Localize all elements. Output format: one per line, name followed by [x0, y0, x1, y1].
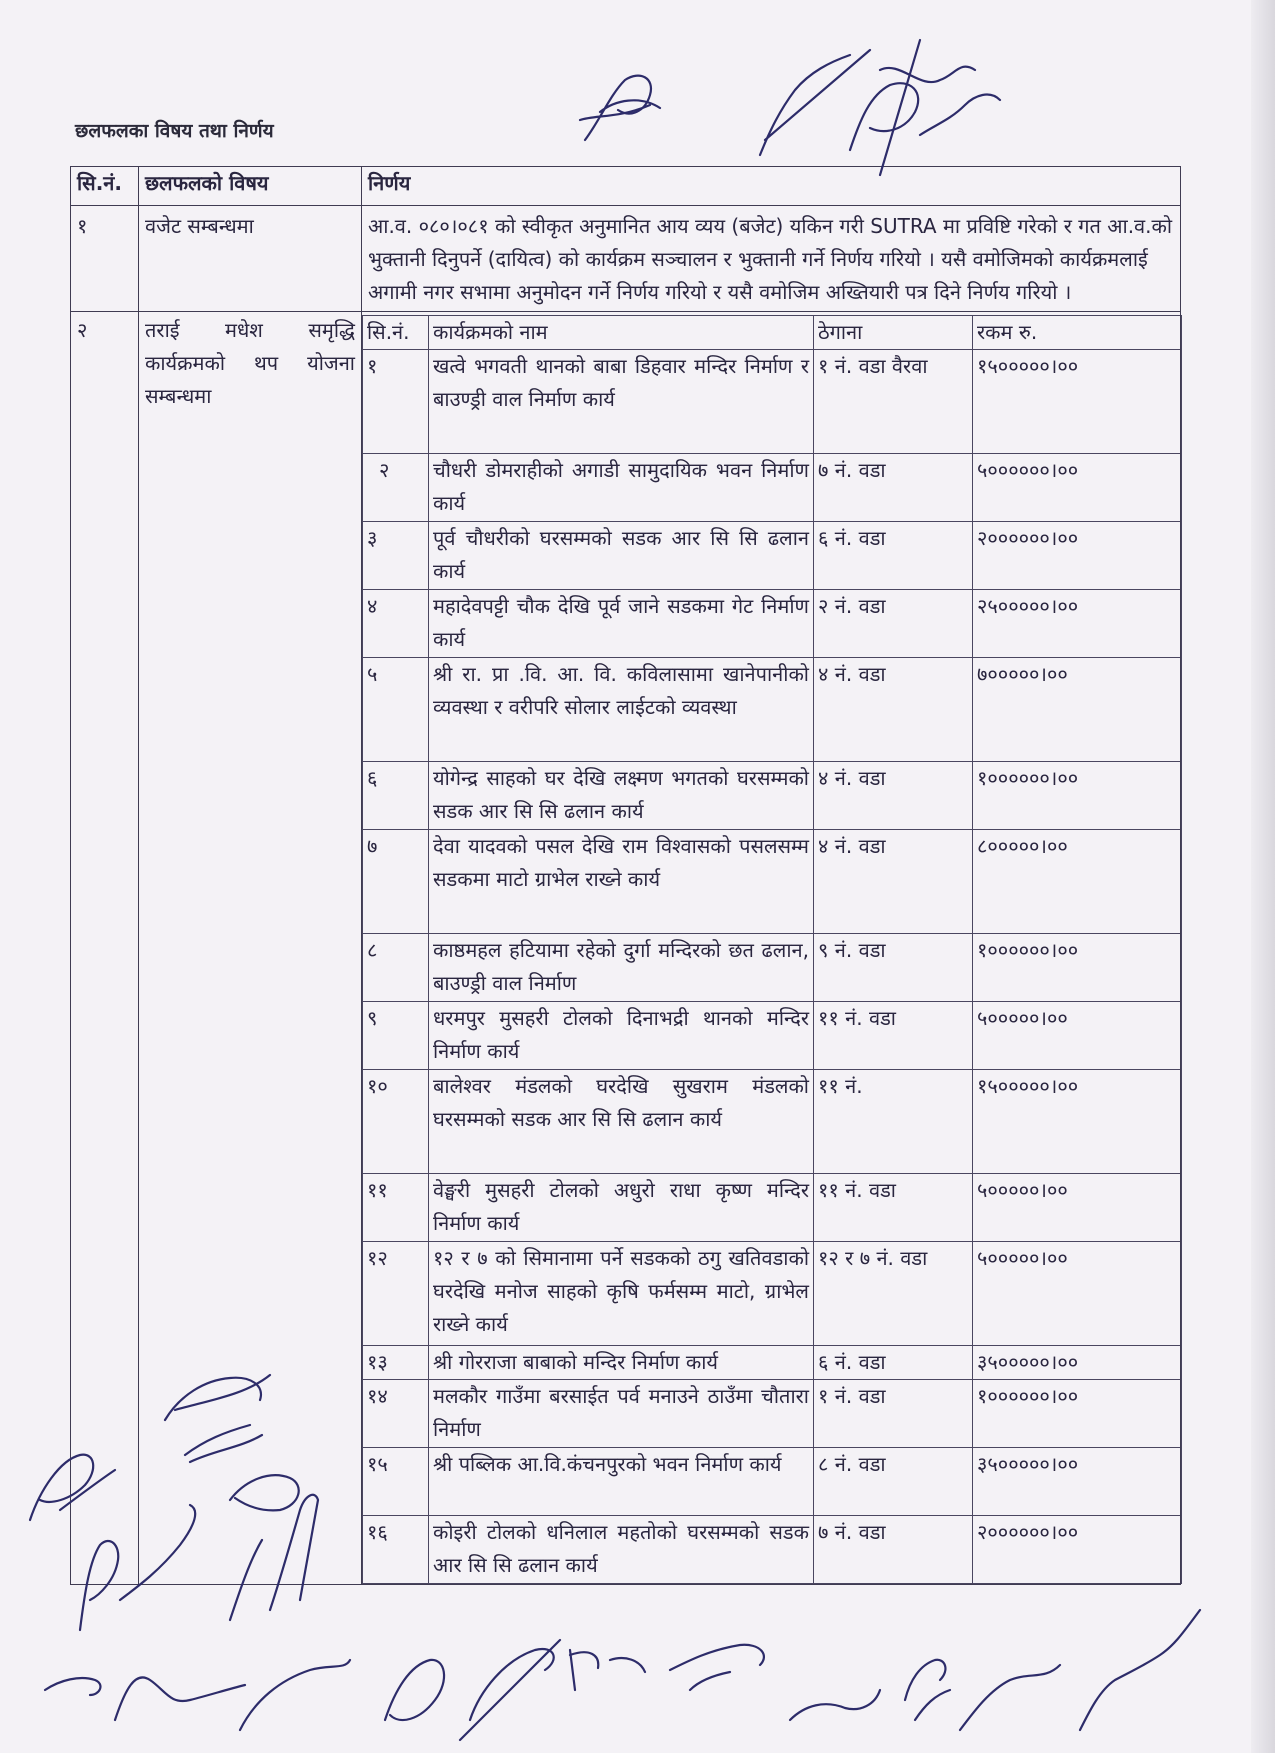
item-amount: ५०००००।०० — [973, 1174, 1182, 1242]
item-amount: ५००००००।०० — [973, 454, 1182, 522]
item-place: १ नं. वडा — [814, 1380, 973, 1448]
table-row — [363, 1448, 1182, 1516]
item-name: खत्वे भगवती थानको बाबा डिहवार मन्दिर निर्माण र बाउण्ड्री वाल निर्माण कार्य — [429, 350, 814, 454]
item-place: ८ नं. वडा — [814, 1448, 973, 1516]
item-name: महादेवपट्टी चौक देखि पूर्व जाने सडकमा गेट निर्माण कार्य — [429, 590, 814, 658]
item-amount: ३५०००००।०० — [973, 1448, 1182, 1516]
table-row — [363, 934, 1182, 1002]
table-row — [363, 350, 1182, 454]
item-amount: १००००००।०० — [973, 762, 1182, 830]
page-heading: छलफलका विषय तथा निर्णय — [75, 120, 274, 142]
sub-header-sn: सि.नं. — [363, 316, 429, 350]
item-place: ७ नं. वडा — [814, 1516, 973, 1584]
item-amount: २००००००।०० — [973, 522, 1182, 590]
item-name: श्री पब्लिक आ.वि.कंचनपुरको भवन निर्माण कार्य — [429, 1448, 814, 1516]
item-amount: १००००००।०० — [973, 1380, 1182, 1448]
item-place: १२ र ७ नं. वडा — [814, 1242, 973, 1346]
header-subject: छलफलको विषय — [139, 167, 362, 206]
table-row — [363, 1070, 1182, 1174]
item-sn: ६ — [363, 762, 429, 830]
item-amount: १००००००।०० — [973, 934, 1182, 1002]
item-sn: ८ — [363, 934, 429, 1002]
item-place: ४ नं. वडा — [814, 762, 973, 830]
item-sn: १२ — [363, 1242, 429, 1346]
table-row — [363, 590, 1182, 658]
item-amount: २५०००००।०० — [973, 590, 1182, 658]
item-sn: १ — [363, 350, 429, 454]
item-place: ११ नं. — [814, 1070, 973, 1174]
row2-sn: २ — [71, 312, 139, 1585]
item-name: पूर्व चौधरीको घरसम्मको सडक आर सि सि ढलान कार्य — [429, 522, 814, 590]
item-sn: ७ — [363, 830, 429, 934]
item-amount: ७०००००।०० — [973, 658, 1182, 762]
item-sn: ११ — [363, 1174, 429, 1242]
item-sn: १३ — [363, 1346, 429, 1380]
table-header-row — [71, 167, 1181, 206]
item-place: २ नं. वडा — [814, 590, 973, 658]
signature-bottom-row — [385, 1610, 1200, 1740]
item-place: ११ नं. वडा — [814, 1002, 973, 1070]
item-place: ९ नं. वडा — [814, 934, 973, 1002]
table-row — [363, 1174, 1182, 1242]
item-amount: ३५०००००।०० — [973, 1346, 1182, 1380]
signature-top-right — [760, 40, 1000, 175]
item-amount: १५०००००।०० — [973, 350, 1182, 454]
table-row — [363, 522, 1182, 590]
item-name: बालेश्वर मंडलको घरदेखि सुखराम मंडलको घरसम्मको सडक आर सि सि ढलान कार्य — [429, 1070, 814, 1174]
table-row — [363, 1346, 1182, 1380]
row1-sn: १ — [71, 206, 139, 312]
item-amount: ५०००००।०० — [973, 1002, 1182, 1070]
item-name: काष्ठमहल हटियामा रहेको दुर्गा मन्दिरको छत ढलान, बाउण्ड्री वाल निर्माण — [429, 934, 814, 1002]
item-sn: १५ — [363, 1448, 429, 1516]
sub-header-place: ठेगाना — [814, 316, 973, 350]
table-row — [363, 1380, 1182, 1448]
table-row — [363, 762, 1182, 830]
item-sn: ४ — [363, 590, 429, 658]
item-name: योगेन्द्र साहको घर देखि लक्ष्मण भगतको घरसम्मको सडक आर सि सि ढलान कार्य — [429, 762, 814, 830]
item-sn: २ — [363, 454, 429, 522]
signature-top-left — [580, 76, 660, 140]
item-name: धरमपुर मुसहरी टोलको दिनाभद्री थानको मन्दिर निर्माण कार्य — [429, 1002, 814, 1070]
decision-table — [70, 166, 1181, 1585]
item-name: कोइरी टोलको धनिलाल महतोको घरसम्मको सडक आर सि सि ढलान कार्य — [429, 1516, 814, 1584]
item-amount: ८०००००।०० — [973, 830, 1182, 934]
header-decision: निर्णय — [362, 167, 1181, 206]
item-name: वेङ्घरी मुसहरी टोलको अधुरो राधा कृष्ण मन्दिर निर्माण कार्य — [429, 1174, 814, 1242]
item-place: १ नं. वडा वैरवा — [814, 350, 973, 454]
item-place: ६ नं. वडा — [814, 1346, 973, 1380]
item-name: श्री गोरराजा बाबाको मन्दिर निर्माण कार्य — [429, 1346, 814, 1380]
item-place: ४ नं. वडा — [814, 830, 973, 934]
table-row — [363, 1242, 1182, 1346]
item-sn: ५ — [363, 658, 429, 762]
item-sn: ९ — [363, 1002, 429, 1070]
item-sn: ३ — [363, 522, 429, 590]
item-sn: १० — [363, 1070, 429, 1174]
item-amount: १५०००००।०० — [973, 1070, 1182, 1174]
item-place: ६ नं. वडा — [814, 522, 973, 590]
sub-header-name: कार्यक्रमको नाम — [429, 316, 814, 350]
item-name: १२ र ७ को सिमानामा पर्ने सडकको ठगु खतिवडाको घरदेखि मनोज साहको कृषि फर्मसम्म माटो, ग्राभेल राख्ने कार्य — [429, 1242, 814, 1346]
item-sn: १६ — [363, 1516, 429, 1584]
item-name: देवा यादवको पसल देखि राम विश्वासको पसलसम्म सडकमा माटो ग्राभेल राख्ने कार्य — [429, 830, 814, 934]
item-place: ७ नं. वडा — [814, 454, 973, 522]
row1-decision: आ.व. ०८०।०८१ को स्वीकृत अनुमानित आय व्यय (बजेट) यकिन गरी SUTRA मा प्रविष्टि गरेको र गत आ.व.को भुक्तानी दिनुपर्ने (दायित्व) को कार्यक्रम सञ्चालन र भुक्तानी गर्ने निर्णय गरियो । यसै वमोजिमको कार्यक्रमलाई अगामी नगर सभामा अनुमोदन गर्ने निर्णय गरियो र यसै वमोजिम अख्तियारी पत्र दिने निर्णय गरियो । — [362, 206, 1181, 312]
table-row — [363, 454, 1182, 522]
item-amount: २००००००।०० — [973, 1516, 1182, 1584]
table-row — [363, 1516, 1182, 1584]
item-amount: ५०००००।०० — [973, 1242, 1182, 1346]
table-row — [363, 830, 1182, 934]
header-sn: सि.नं. — [71, 167, 139, 206]
table-row — [363, 1002, 1182, 1070]
item-name: श्री रा. प्रा .वि. आ. वि. कविलासामा खानेपानीको व्यवस्था र वरीपरि सोलार लाईटको व्यवस्था — [429, 658, 814, 762]
table-row — [71, 312, 1181, 1585]
table-row — [363, 658, 1182, 762]
row2-subject: तराई मधेश समृद्धि कार्यक्रमको थप योजना सम्बन्धमा — [139, 312, 362, 1585]
row1-subject: वजेट सम्बन्धमा — [139, 206, 362, 312]
page-edge — [1251, 0, 1275, 1753]
sub-header-amount: रकम रु. — [973, 316, 1182, 350]
row2-decision — [362, 312, 1181, 1585]
item-name: मलकौर गाउँमा बरसाईत पर्व मनाउने ठाउँमा चौतारा निर्माण — [429, 1380, 814, 1448]
table-row — [71, 206, 1181, 312]
item-place: ११ नं. वडा — [814, 1174, 973, 1242]
item-name: चौधरी डोमराहीको अगाडी सामुदायिक भवन निर्माण कार्य — [429, 454, 814, 522]
item-place: ४ नं. वडा — [814, 658, 973, 762]
program-header-row — [363, 316, 1182, 350]
program-list-table — [362, 315, 1182, 1584]
item-sn: १४ — [363, 1380, 429, 1448]
